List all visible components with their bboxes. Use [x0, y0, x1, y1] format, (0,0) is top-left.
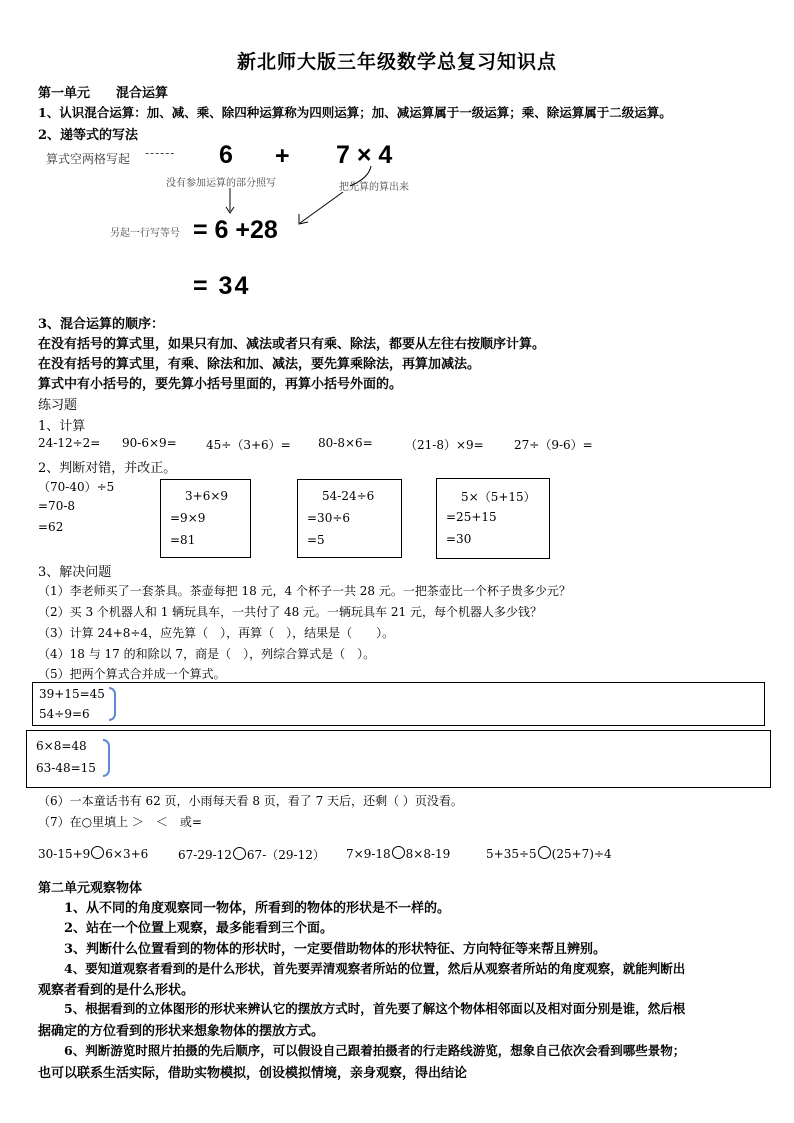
question-7: （7）在○里填上 ＞ ＜ 或=: [38, 815, 202, 829]
compare-left: 7×9-18: [346, 847, 391, 861]
dash-leader: ‐‐‐‐‐‐: [145, 146, 176, 160]
calc-item: 27÷（9-6）=: [514, 438, 593, 452]
judge-box-3: [436, 478, 550, 559]
merge-line: 54÷9=6: [39, 707, 90, 721]
compare-left: 5+35÷5: [486, 847, 537, 861]
question-2: （2）买 3 个机器人和 1 辆玩具车，一共付了 48 元。一辆玩具车 21 元，每个机器人多少钱？: [38, 605, 542, 619]
question-3: （3）计算 24+8÷4，应先算（ ），再算（ ），结果是（ ）。: [38, 626, 395, 640]
judge-line: （70-40）÷5: [38, 480, 115, 494]
rule-2: 在没有括号的算式里，有乘、除法和加、减法，要先算乘除法，再算加减法。: [38, 357, 481, 372]
blank-circle-icon[interactable]: [538, 846, 551, 859]
page-title: 新北师大版三年级数学总复习知识点: [236, 51, 557, 73]
judge-line: =62: [38, 520, 64, 534]
expr-line-2: = 6 +28: [193, 216, 278, 244]
box-line: =30÷6: [307, 511, 351, 525]
question-6: （6）一本童话书有 62 页，小雨每天看 8 页，看了 7 天后，还剩（ ）页没看。: [38, 794, 463, 808]
calc-item: 90-6×9=: [122, 436, 177, 450]
merge-line: 39+15=45: [39, 687, 105, 701]
merge-box-2: [26, 730, 771, 788]
box-line: 5×（5+15）: [461, 490, 536, 504]
judge-box-2: [297, 479, 402, 558]
compare-right: 8×8-19: [405, 847, 451, 861]
compare-left: 67-29-12: [178, 848, 232, 862]
judge-heading: 2、判断对错，并改正。: [38, 461, 177, 476]
expr-product: 7 × 4: [336, 141, 393, 169]
unit2-item: 也可以联系生活实际，借助实物模拟，创设模拟情境，亲身观察，得出结论: [38, 1066, 468, 1081]
calc-item: 80-8×6=: [318, 436, 373, 450]
box-line: 3+6×9: [185, 489, 229, 503]
brace-icon: [103, 739, 110, 777]
unit1-point3: 3、混合运算的顺序：: [38, 317, 165, 332]
unit2-item: 1、从不同的角度观察同一物体，所看到的物体的形状是不一样的。: [64, 901, 451, 916]
compare-right: 67-（29-12）: [246, 848, 325, 862]
box-line: =9×9: [170, 511, 206, 525]
compare-item: [486, 846, 612, 861]
question-4: （4）18 与 17 的和除以 7，商是（ ），列综合算式是（ ）。: [38, 647, 376, 661]
unit2-item: 5、根据看到的立体图形的形状来辨认它的摆放方式时，首先要了解这个物体相邻面以及相对面分别是谁，然后根: [64, 1001, 686, 1016]
rule-1: 在没有括号的算式里，如果只有加、减法或者只有乘、除法，都要从左往右按顺序计算。: [38, 337, 546, 352]
unit1-point1: 1、认识混合运算：加、减、乘、除四种运算称为四则运算；加、减运算属于一级运算；乘、除运算属于二级运算。: [38, 105, 672, 120]
box-line: 54-24÷6: [322, 489, 375, 503]
calc-item: 45÷（3+6）=: [206, 438, 291, 452]
blank-circle-icon[interactable]: [392, 846, 405, 859]
unit2-item: 2、站在一个位置上观察，最多能看到三个面。: [64, 921, 334, 936]
blank-circle-icon[interactable]: [233, 847, 246, 860]
blank-circle-icon[interactable]: [91, 846, 104, 859]
calc-item: 24-12÷2=: [38, 436, 101, 450]
bracket-line: [350, 166, 371, 186]
compare-left: 30-15+9: [38, 847, 91, 861]
box-line: =5: [307, 533, 325, 547]
box-line: =25+15: [446, 510, 497, 524]
box-line: =30: [446, 532, 472, 546]
merge-line: 6×8=48: [36, 739, 87, 753]
unit2-heading: 第二单元观察物体: [38, 881, 143, 896]
compare-item: [38, 846, 148, 861]
compare-right: 6×3+6: [105, 847, 149, 861]
rule-3: 算式中有小括号的，要先算小括号里面的，再算小括号外面的。: [38, 377, 403, 392]
note-new-line: 另起一行写等号: [110, 228, 180, 239]
unit2-item: 4、要知道观察者看到的是什么形状，首先要弄清观察者所站的位置，然后从观察者所站的角度观察，就能判断出: [64, 961, 686, 976]
expr-line-3: = 34: [193, 272, 251, 300]
merge-box-1: [32, 682, 765, 726]
calc-heading: 1、计算: [38, 419, 86, 434]
note-left-start: 算式空两格写起: [46, 152, 131, 166]
unit1-point2: 2、递等式的写法: [38, 128, 139, 143]
unit2-item: 3、判断什么位置看到的物体的形状时，一定要借助物体的形状特征、方向特征等来帮且辨别。: [64, 942, 607, 957]
solve-heading: 3、解决问题: [38, 565, 112, 580]
arrow-diagonal-line: [300, 192, 343, 223]
practice-heading: 练习题: [38, 398, 78, 413]
expr-number-6: 6: [219, 141, 233, 169]
unit1-heading: 第一单元 混合运算: [38, 86, 169, 101]
question-1: （1）李老师买了一套茶具。茶壶每把 18 元，4 个杯子一共 28 元。一把茶壶比一个杯子贵多少元？: [38, 584, 571, 598]
unit2-item: 观察者看到的是什么形状。: [38, 983, 195, 998]
box-line: =81: [170, 533, 196, 547]
brace-icon: [109, 687, 116, 721]
judge-line: =70-8: [38, 499, 76, 513]
question-5: （5）把两个算式合并成一个算式。: [38, 667, 226, 681]
compare-item: [178, 846, 325, 863]
calc-item: （21-8）×9=: [405, 438, 484, 452]
compare-item: [346, 846, 450, 861]
expr-plus: +: [275, 142, 290, 170]
note-compute-first: 把先算的算出来: [339, 182, 409, 193]
note-copy-rest: 没有参加运算的部分照写: [166, 178, 276, 189]
unit2-item: 据确定的方位看到的形状来想象物体的摆放方式。: [38, 1024, 325, 1039]
judge-box-1: [160, 479, 251, 558]
unit2-item: 6、判断游览时照片拍摄的先后顺序，可以假设自己跟着拍摄者的行走路线游览，想象自己依次会看到哪些景物；: [64, 1043, 686, 1058]
compare-right: (25+7)÷4: [551, 847, 612, 861]
merge-line: 63-48=15: [36, 761, 96, 775]
